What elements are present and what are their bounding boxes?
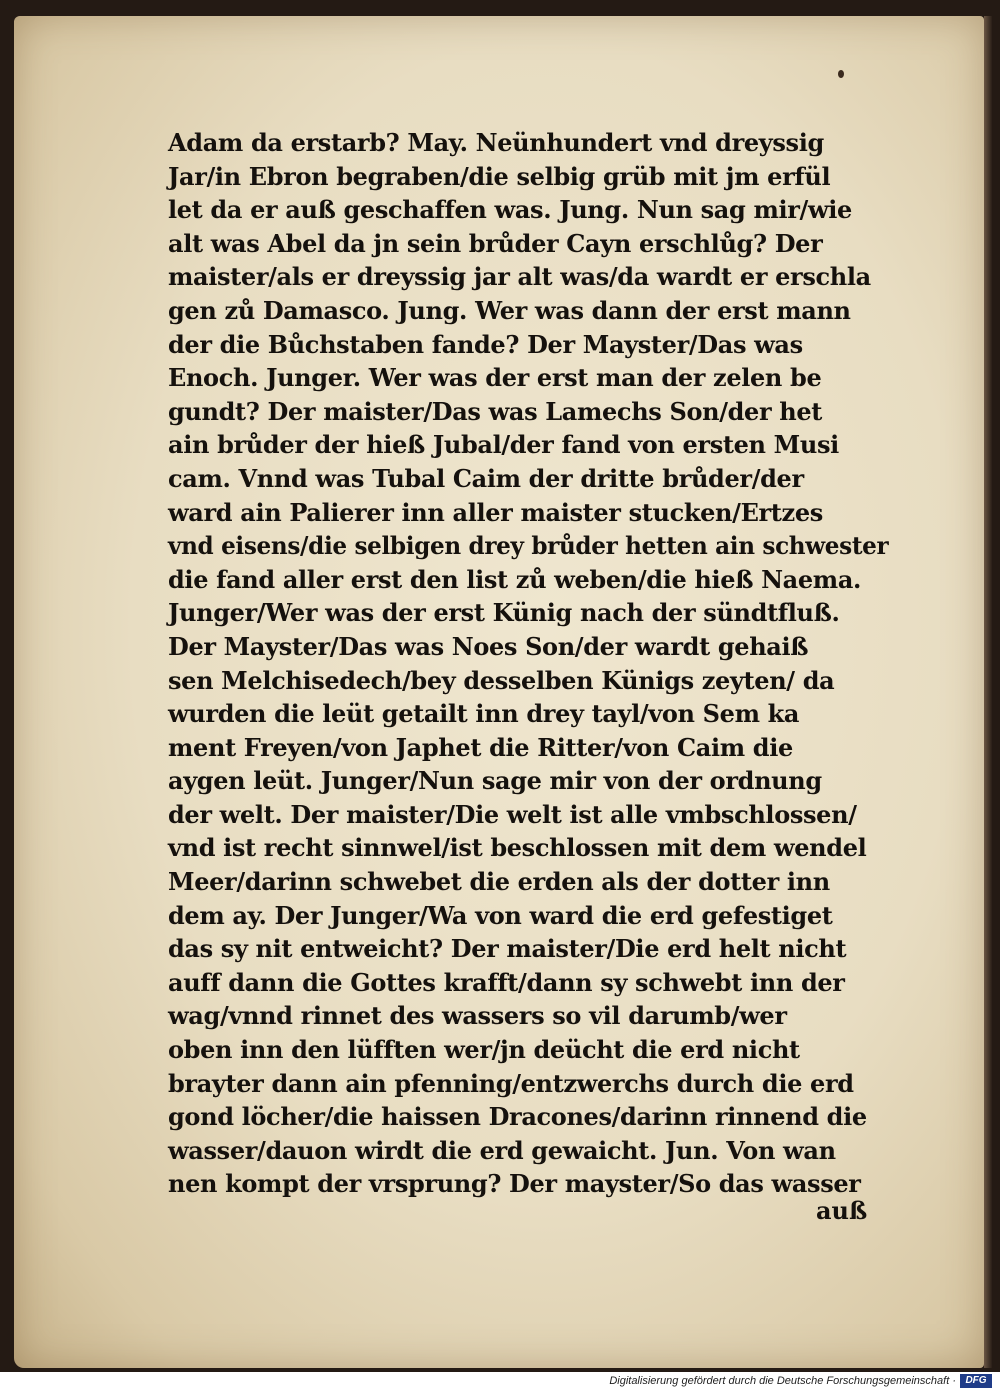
- text-line: Enoch. Junger. Wer was der erst man der zelen be: [168, 363, 822, 393]
- page-edge: [984, 16, 992, 1368]
- text-line: gond löcher/die haissen Dracones/darinn rinnend die: [168, 1102, 867, 1132]
- dfg-logo: DFG: [960, 1374, 992, 1388]
- text-line: ment Freyen/von Japhet die Ritter/von Caim die: [168, 732, 793, 762]
- ink-blot: [838, 70, 844, 78]
- text-line: brayter dann ain pfenning/entzwerchs durch die erd: [168, 1068, 854, 1098]
- text-line: ain brůder der hieß Jubal/der fand von ersten Musi: [168, 430, 839, 460]
- text-line: gen zů Damasco. Jung. Wer was dann der erst mann: [168, 295, 851, 325]
- text-line: alt was Abel da jn sein brůder Cayn erschlůg? Der: [168, 228, 823, 258]
- text-line: der die Bůchstaben fande? Der Mayster/Das was: [168, 329, 803, 359]
- text-line: aygen leüt. Junger/Nun sage mir von der ordnung: [168, 766, 822, 796]
- text-line: maister/als er dreyssig jar alt was/da wardt er erschla: [168, 262, 871, 292]
- text-line: ward ain Palierer inn aller maister stucken/Ertzes: [168, 497, 823, 527]
- text-block: [168, 126, 888, 1201]
- text-line: sen Melchisedech/bey desselben Künigs zeyten/ da: [168, 665, 835, 695]
- text-line: nen kompt der vrsprung? Der mayster/So das wasser: [168, 1169, 861, 1199]
- text-line: Jar/in Ebron begraben/die selbig grüb mit jm erfül: [168, 161, 831, 191]
- text-line: let da er auß geschaffen was. Jung. Nun sag mir/wie: [168, 195, 852, 225]
- text-line: die fand aller erst den list zů weben/die hieß Naema.: [168, 564, 862, 594]
- catchword: auß: [816, 1196, 868, 1225]
- text-line: Der Mayster/Das was Noes Son/der wardt gehaiß: [168, 631, 809, 661]
- text-line: vnd ist recht sinnwel/ist beschlossen mit dem wendel: [168, 833, 867, 863]
- text-line: das sy nit entweicht? Der maister/Die erd helt nicht: [168, 934, 847, 964]
- text-line: Adam da erstarb? May. Neünhundert vnd dreyssig: [168, 128, 824, 157]
- text-line: wasser/dauon wirdt die erd gewaicht. Jun. Von wan: [168, 1135, 836, 1165]
- text-line: Meer/darinn schwebet die erden als der dotter inn: [168, 867, 830, 897]
- text-line: vnd eisens/die selbigen drey brůder hetten ain schwester: [168, 531, 889, 561]
- text-line: auff dann die Gottes krafft/dann sy schwebt inn der: [168, 967, 845, 997]
- text-line: cam. Vnnd was Tubal Caim der dritte brůder/der: [168, 463, 804, 493]
- text-line: gundt? Der maister/Das was Lamechs Son/der het: [168, 396, 823, 426]
- text-line: der welt. Der maister/Die welt ist alle vmbschlossen/: [168, 799, 857, 829]
- text-line: wurden die leüt getailt inn drey tayl/von Sem ka: [168, 699, 800, 729]
- text-line: wag/vnnd rinnet des wassers so vil darumb/wer: [168, 1001, 787, 1031]
- footer-credit: Digitalisierung gefördert durch die Deutsche Forschungsgemeinschaft ·: [609, 1375, 956, 1387]
- text-line: dem ay. Der Junger/Wa von ward die erd gefestiget: [168, 900, 833, 930]
- text-line: oben inn den lüfften wer/jn deücht die erd nicht: [168, 1035, 800, 1065]
- text-line: Junger/Wer was der erst Künig nach der sündtfluß.: [168, 598, 840, 628]
